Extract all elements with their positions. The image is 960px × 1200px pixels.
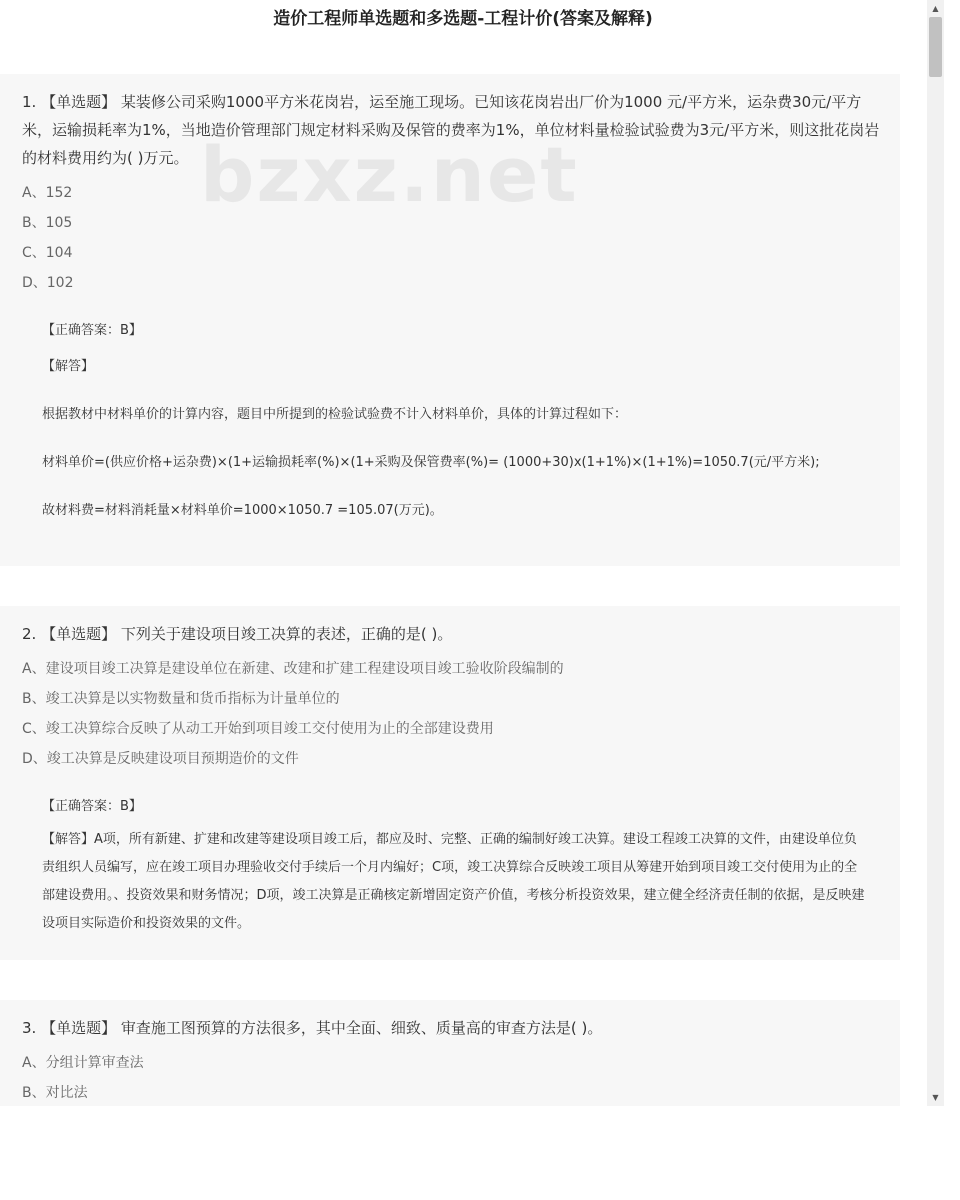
explanation-line: 材料单价=(供应价格+运杂费)×(1+运输损耗率(%)×(1+采购及保管费率(%)= (1000+30)x(1+1%)×(1+1%)=1050.7(元/平方米); — [42, 455, 820, 470]
question-number: 3. — [22, 1019, 37, 1037]
correct-answer: 【正确答案：B】 — [42, 323, 142, 338]
scroll-thumb[interactable] — [929, 17, 942, 77]
question-type-tag: 【单选题】 — [41, 625, 117, 643]
question-card — [0, 606, 900, 960]
question-text: 下列关于建设项目竣工决算的表述，正确的是( )。 — [120, 625, 453, 643]
question-card — [0, 74, 900, 566]
question-type-tag: 【单选题】 — [41, 1019, 117, 1037]
watermark: bzxz.net — [200, 130, 579, 219]
vertical-scrollbar[interactable] — [927, 0, 944, 1106]
question-text: 审查施工图预算的方法很多，其中全面、细致、质量高的审查方法是( )。 — [120, 1019, 603, 1037]
question-number: 1. — [22, 93, 37, 111]
option-c[interactable]: C、104 — [22, 245, 73, 261]
option-a[interactable]: A、建设项目竣工决算是建设单位在新建、改建和扩建工程建设项目竣工验收阶段编制的 — [22, 661, 564, 677]
option-a[interactable]: A、152 — [22, 185, 73, 201]
scroll-down-arrow-icon[interactable]: ▼ — [932, 1093, 939, 1102]
option-c[interactable]: C、竣工决算综合反映了从动工开始到项目竣工交付使用为止的全部建设费用 — [22, 721, 494, 737]
option-d[interactable]: D、102 — [22, 275, 74, 291]
option-a[interactable]: A、分组计算审查法 — [22, 1055, 144, 1071]
explanation-text: 【解答】A项，所有新建、扩建和改建等建设项目竣工后，都应及时、完整、正确的编制好竣工决算。建设工程竣工决算的文件，由建设单位负责组织人员编写，应在竣工项目办理验收交付手续后一个月内编好；C项，竣工决算综合反映竣工项目从筹建开始到项目竣工交付使用为止的全部建设费用。、投资效果和财务情况；D项，竣工决算是正确核定新增固定资产价值，考核分析投资效果，建立健全经济责任制的依据，是反映建设项目实际造价和投资效果的文件。 — [42, 832, 865, 931]
question-stem — [20, 1014, 880, 1042]
explanation-line: 根据教材中材料单价的计算内容，题目中所提到的检验试验费不计入材料单价，具体的计算过程如下： — [42, 407, 628, 422]
question-type-tag: 【单选题】 — [41, 93, 117, 111]
option-b[interactable]: B、105 — [22, 215, 73, 231]
option-b[interactable]: B、竣工决算是以实物数量和货币指标为计量单位的 — [22, 691, 340, 707]
option-d[interactable]: D、竣工决算是反映建设项目预期造价的文件 — [22, 751, 299, 767]
question-card — [0, 1000, 900, 1106]
question-stem — [20, 620, 880, 648]
question-stem — [20, 88, 880, 172]
explanation-heading: 【解答】 — [42, 359, 95, 374]
question-text: 某装修公司采购1000平方米花岗岩，运至施工现场。已知该花岗岩出厂价为1000 元/平方米，运杂费30元/平方米，运输损耗率为1%，当地造价管理部门规定材料采购及保管的费率为1%，单位材料量检验试验费为3元/平方米，则这批花岗岩的材料费用约为( )万元。 — [22, 93, 880, 167]
scroll-up-arrow-icon[interactable]: ▲ — [932, 4, 939, 13]
page-title: 造价工程师单选题和多选题-工程计价(答案及解释) — [273, 9, 653, 29]
correct-answer: 【正确答案：B】 — [42, 799, 142, 814]
explanation-line: 故材料费=材料消耗量×材料单价=1000×1050.7 =105.07(万元)。 — [42, 503, 443, 518]
question-number: 2. — [22, 625, 37, 643]
option-b[interactable]: B、对比法 — [22, 1085, 88, 1101]
